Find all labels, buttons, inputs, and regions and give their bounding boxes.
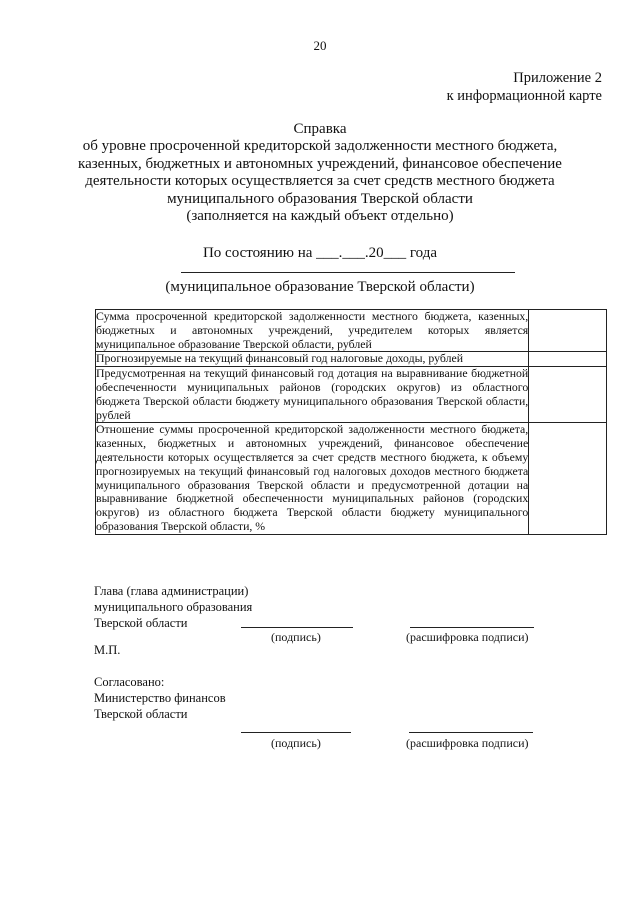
page-number: 20 (313, 38, 327, 53)
head-signatory-line: Глава (глава администрации) (94, 584, 249, 598)
title-block (60, 121, 580, 225)
head-decoding-caption: (расшифровка подписи) (406, 630, 529, 644)
row-value-cell[interactable] (529, 423, 607, 534)
row-value-cell[interactable] (529, 367, 607, 423)
table-row (96, 352, 607, 367)
head-signature-caption: (подпись) (271, 630, 321, 644)
title-line: (заполняется на каждый объект отдельно) (186, 208, 454, 225)
row-label: Сумма просроченной кредиторской задолженности местного бюджета, казенных, бюджетных и автономных учреждений, учредителем которых является муниципальное образование Тверской области, рублей (96, 309, 529, 351)
title-line: деятельности которых осуществляется за счет средств местного бюджета (85, 173, 555, 190)
agreed-block (94, 674, 226, 722)
title-line: муниципального образования Тверской области (167, 190, 473, 207)
appendix-line-1: Приложение 2 (513, 70, 602, 86)
head-signatory-line: муниципального образования (94, 600, 253, 614)
head-signatory-line: Тверской области (94, 616, 188, 630)
agreed-signature-line[interactable] (241, 732, 351, 733)
head-signature-line[interactable] (241, 627, 353, 628)
table-row (96, 423, 607, 534)
municipality-caption: (муниципальное образование Тверской области) (165, 279, 475, 295)
row-label: Отношение суммы просроченной кредиторской задолженности местного бюджета, казенных, бюджетных и автономных учреждений, финансовое обеспечение деятельности которых осуществляется за счет средств местного бюджета, к объему прогнозируемых на текущий финансовый год налоговых доходов местного бюджета муниципального образования Тверской области и предусмотренной дотации на выравнивание бюджетной обеспеченности муниципальных районов (городских округов) из областного бюджета Тверской области бюджету муниципального образования Тверской области, % (96, 422, 529, 533)
title-line: казенных, бюджетных и автономных учреждений, финансовое обеспечение (78, 155, 562, 172)
agreed-line: Министерство финансов (94, 691, 226, 705)
as-of-date: По состоянию на ___.___.20___ года (202, 245, 438, 261)
municipality-underline (181, 272, 515, 273)
head-signatory-block (94, 583, 252, 631)
title-heading: Справка (293, 121, 347, 137)
row-label: Прогнозируемые на текущий финансовый год налоговые доходы, рублей (96, 352, 529, 367)
agreed-line: Тверской области (94, 707, 188, 721)
data-table (95, 309, 607, 535)
agreed-line: Согласовано: (94, 675, 165, 689)
head-decoding-line[interactable] (410, 627, 534, 628)
table-row (96, 367, 607, 423)
agreed-signature-caption: (подпись) (271, 736, 321, 750)
appendix-line-2: к информационной карте (446, 88, 602, 104)
row-value-cell[interactable] (529, 310, 607, 352)
title-line: об уровне просроченной кредиторской задолженности местного бюджета, (82, 138, 558, 155)
row-label: Предусмотренная на текущий финансовый год дотация на выравнивание бюджетной обеспеченности муниципальных районов (городских округов) из областного бюджета Тверской области бюджету муниципального образования Тверской области, рублей (96, 366, 529, 422)
table-row (96, 310, 607, 352)
agreed-decoding-line[interactable] (409, 732, 533, 733)
row-value-cell[interactable] (529, 352, 607, 367)
stamp-placeholder: М.П. (94, 643, 121, 657)
agreed-decoding-caption: (расшифровка подписи) (406, 736, 529, 750)
